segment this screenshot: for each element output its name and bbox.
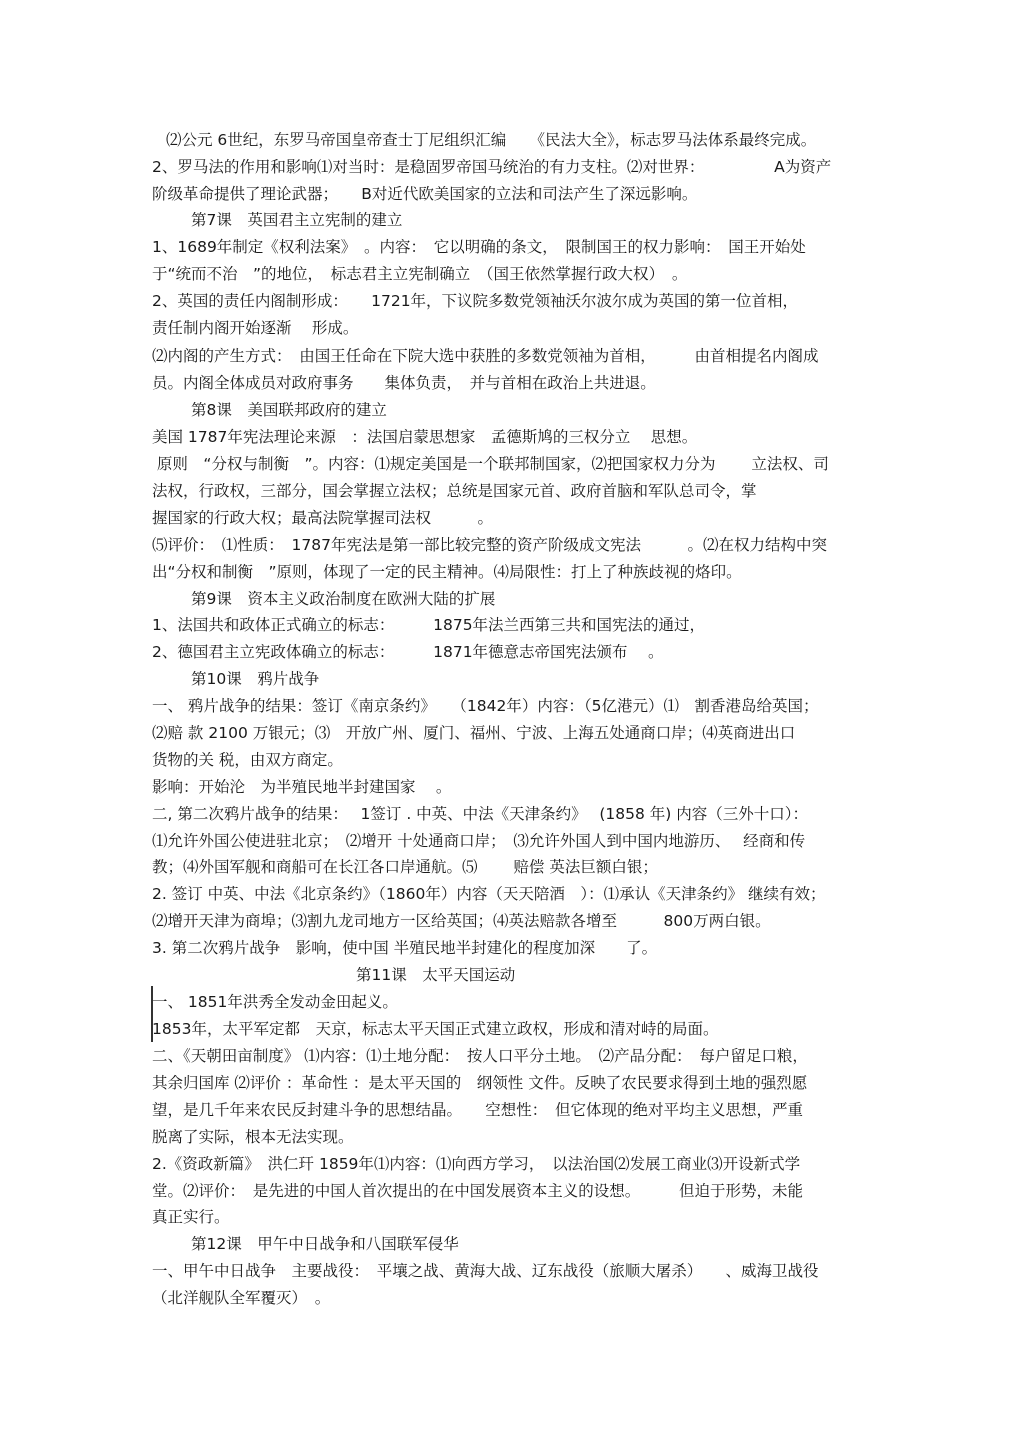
text-line: 责任制内阁开始逐渐 形成。: [152, 319, 359, 337]
text-line: 2、罗马法的作用和影响⑴对当时：是稳固罗帝国马统治的有力支柱。⑵对世界： A为资产: [152, 158, 832, 176]
text-line: 第11课 太平天国运动: [356, 966, 516, 984]
text-line: 货物的关 税，由双方商定。: [152, 751, 343, 769]
text-line: 第12课 甲午中日战争和八国联军侵华: [191, 1235, 459, 1253]
text-line: 于“统而不治 ”的地位， 标志君主立宪制确立 （国王依然掌握行政大权） 。: [152, 265, 688, 283]
text-line: ⑵增开天津为商埠；⑶割九龙司地方一区给英国；⑷英法赔款各增至 800万两白银。: [152, 912, 771, 930]
text-line: 1853年，太平军定都 天京，标志太平天国正式建立政权，形成和清对峙的局面。: [152, 1020, 719, 1038]
text-line: 第7课 英国君主立宪制的建立: [191, 211, 403, 229]
text-line: ⑵公元 6世纪，东罗马帝国皇帝查士丁尼组织汇编 《民法大全》，标志罗马法体系最终完成。: [166, 131, 817, 149]
text-line: 第10课 鸦片战争: [191, 670, 320, 688]
text-line: 3. 第二次鸦片战争 影响，使中国 半殖民地半封建化的程度加深 了。: [152, 939, 658, 957]
text-line: 二, 第二次鸦片战争的结果： 1签订 . 中英、中法《天津条约》 (1858 年) 内容（三外十口）：: [152, 805, 808, 823]
text-line: 二、《天朝田亩制度》 ⑴内容：⑴土地分配： 按人口平分土地。 ⑵产品分配： 每户留足口粮，: [152, 1047, 808, 1065]
text-line: 一、 1851年洪秀全发动金田起义。: [152, 993, 398, 1011]
text-line: 真正实行。: [152, 1208, 230, 1226]
text-line: 法权，行政权，三部分，国会掌握立法权；总统是国家元首、政府首脑和军队总司令，掌: [152, 482, 757, 500]
text-line: 员。内阁全体成员对政府事务 集体负责， 并与首相在政治上共进退。: [152, 374, 656, 392]
text-line: 堂。⑵评价： 是先进的中国人首次提出的在中国发展资本主义的设想。 但迫于形势，未能: [152, 1182, 804, 1200]
text-line: 2、英国的责任内阁制形成： 1721年，下议院多数党领袖沃尔波尔成为英国的第一位首相，: [152, 292, 799, 310]
text-line: 其余归国库 ⑵评价 ：革命性 ：是太平天国的 纲领性 文件。反映了农民要求得到土地的强烈愿: [152, 1074, 808, 1092]
text-line: 原则 “分权与制衡 ”。内容：⑴规定美国是一个联邦制国家，⑵把国家权力分为 立法权、司: [152, 455, 829, 473]
text-line: 一、甲午中日战争 主要战役： 平壤之战、黄海大战、辽东战役（旅顺大屠杀） 、威海卫战役: [152, 1262, 819, 1280]
text-line: 1、1689年制定《权利法案》 。内容： 它以明确的条文， 限制国王的权力影响： 国王开始处: [152, 238, 806, 256]
text-line: 第8课 美国联邦政府的建立: [191, 401, 387, 419]
text-line: 2.《资政新篇》 洪仁玕 1859年⑴内容：⑴向西方学习， 以法治国⑵发展工商业⑶开设新式学: [152, 1155, 801, 1173]
text-line: 1、法国共和政体正式确立的标志： 1875年法兰西第三共和国宪法的通过，: [152, 616, 706, 634]
text-line: 出“分权和制衡 ”原则，体现了一定的民主精神。⑷局限性：打上了种族歧视的烙印。: [152, 563, 742, 581]
text-line: 望，是几千年来农民反封建斗争的思想结晶。 空想性： 但它体现的绝对平均主义思想，严重: [152, 1101, 804, 1119]
text-line: ⑵内阁的产生方式： 由国王任命在下院大选中获胜的多数党领袖为首相， 由首相提名内阁成: [152, 347, 819, 365]
text-line: 脱离了实际，根本无法实现。: [152, 1128, 354, 1146]
text-line: ⑸评价： ⑴性质： 1787年宪法是第一部比较完整的资产阶级成文宪法 。⑵在权力结构中突: [152, 536, 827, 554]
text-line: 美国 1787年宪法理论来源 ：法国启蒙思想家 孟德斯鸠的三权分立 思想。: [152, 428, 698, 446]
text-line: 教；⑷外国军舰和商船可在长江各口岸通航。⑸ 赔偿 英法巨额白银；: [152, 858, 658, 876]
text-line: 阶级革命提供了理论武器； B对近代欧美国家的立法和司法产生了深远影响。: [152, 185, 698, 203]
text-line: 第9课 资本主义政治制度在欧洲大陆的扩展: [191, 590, 496, 608]
text-line: 握国家的行政大权；最高法院掌握司法权 。: [152, 509, 494, 527]
text-line: ⑴允许外国公使进驻北京； ⑵增开 十处通商口岸； ⑶允许外国人到中国内地游历、 经商和传: [152, 832, 806, 850]
text-line: 2、德国君主立宪政体确立的标志： 1871年德意志帝国宪法颁布 。: [152, 643, 664, 661]
text-line: ⑵赔 款 2100 万银元；⑶ 开放广州、厦门、福州、宁波、上海五处通商口岸；⑷英商进出口: [152, 724, 796, 742]
text-line: （北洋舰队全军覆灭） 。: [152, 1289, 331, 1307]
text-line: 2. 签订 中英、中法《北京条约》（1860年）内容（天天陪酒 ）：⑴承认《天津条约》 继续有效；: [152, 885, 826, 903]
text-line: 一、 鸦片战争的结果：签订《南京条约》 （1842年）内容：（5亿港元）⑴ 割香港岛给英国；: [152, 697, 819, 715]
text-line: 影响：开始沦 为半殖民地半封建国家 。: [152, 778, 452, 796]
